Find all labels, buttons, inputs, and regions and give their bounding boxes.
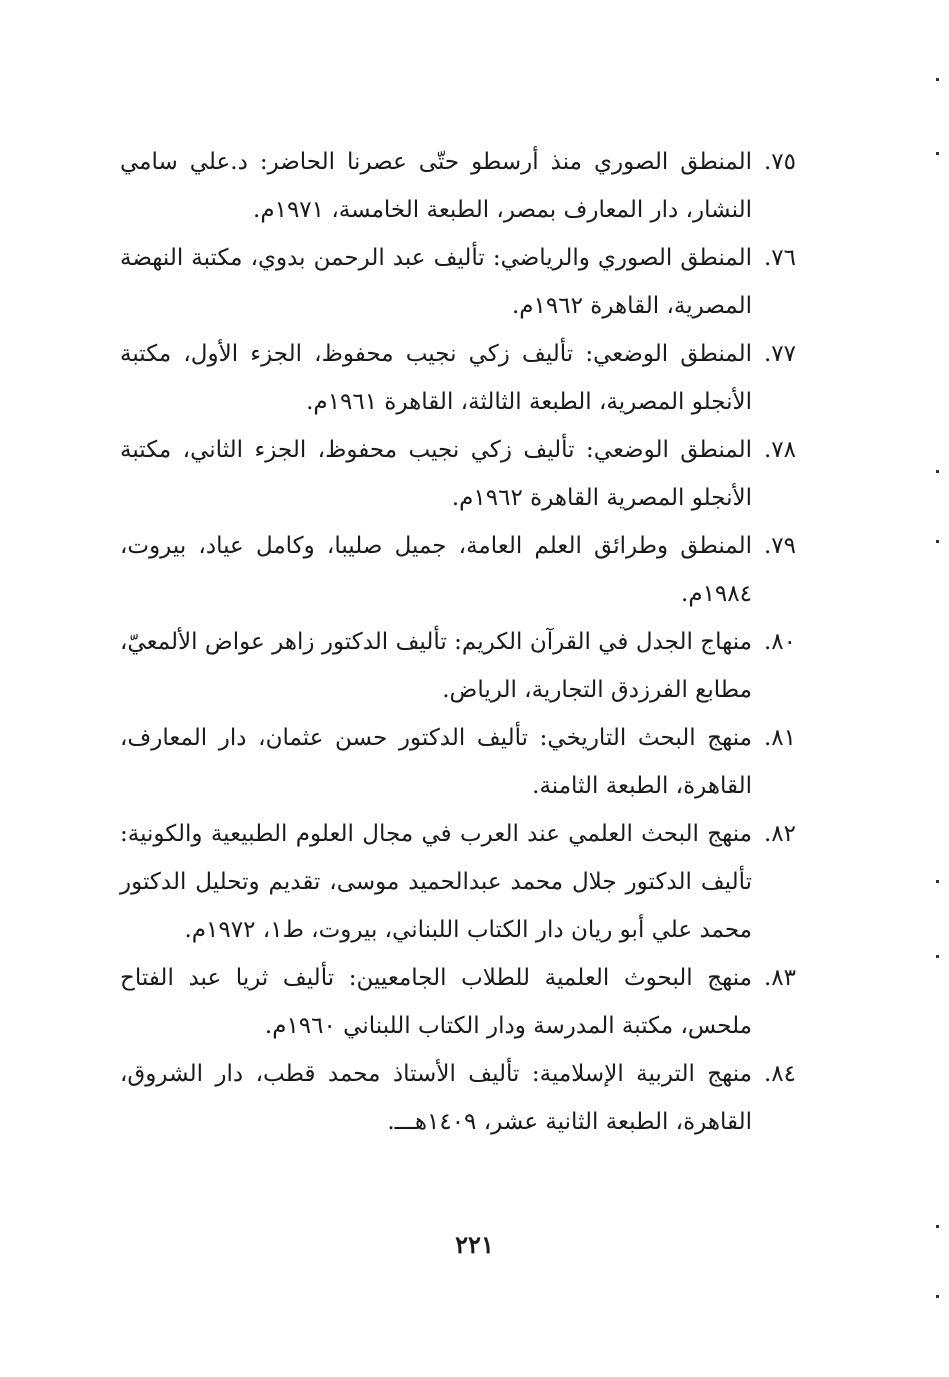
bibliography-entry [120, 330, 796, 426]
entry-number: ٨٢. [763, 821, 796, 847]
entry-text: المنطق الوضعي: تأليف زكي نجيب محفوظ، الجزء الأول، مكتبة الأنجلو المصرية، الطبعة الثالثة، القاهرة ١٩٦١م. [120, 341, 752, 415]
entry-number: ٧٦. [763, 245, 796, 271]
entry-number: ٨٣. [763, 965, 796, 991]
entry-number: ٨٤. [763, 1061, 796, 1087]
entry-number: ٧٨. [763, 437, 796, 463]
entry-number: ٧٩. [763, 533, 796, 559]
scan-edge-mark [936, 1295, 939, 1298]
entry-text: منهج البحوث العلمية للطلاب الجامعيين: تأليف ثريا عبد الفتاح ملحس، مكتبة المدرسة ودار الكتاب اللبناني ١٩٦٠م. [120, 965, 752, 1039]
bibliography-entry [120, 522, 796, 618]
entry-text: منهج البحث العلمي عند العرب في مجال العلوم الطبيعية والكونية: تأليف الدكتور جلال محمد عبدالحميد موسى، تقديم وتحليل الدكتور محمد علي أبو ريان دار الكتاب اللبناني، بيروت، ط١، ١٩٧٢م. [120, 821, 752, 943]
scan-edge-mark [936, 540, 939, 543]
scan-edge-mark [936, 1225, 939, 1228]
bibliography-entry [120, 954, 796, 1050]
bibliography-entry [120, 714, 796, 810]
entry-text: منهج البحث التاريخي: تأليف الدكتور حسن عثمان، دار المعارف، القاهرة، الطبعة الثامنة. [120, 725, 752, 799]
scan-edge-mark [936, 78, 939, 81]
bibliography-entry [120, 234, 796, 330]
entry-number: ٧٧. [763, 341, 796, 367]
scan-edge-mark [936, 470, 939, 473]
entry-number: ٨٠. [763, 629, 796, 655]
bibliography-entry [120, 810, 796, 954]
entry-text: المنطق الصوري والرياضي: تأليف عبد الرحمن بدوي، مكتبة النهضة المصرية، القاهرة ١٩٦٢م. [120, 245, 752, 319]
bibliography-entry [120, 426, 796, 522]
entry-text: المنطق الوضعي: تأليف زكي نجيب محفوظ، الجزء الثاني، مكتبة الأنجلو المصرية القاهرة ١٩٦٢م. [120, 437, 752, 511]
page-number: ٢٢١ [455, 1230, 494, 1259]
entry-text: منهج التربية الإسلامية: تأليف الأستاذ محمد قطب، دار الشروق، القاهرة، الطبعة الثانية عشر، ١٤٠٩هـــ. [120, 1061, 752, 1135]
entry-number: ٧٥. [763, 149, 796, 175]
scan-edge-mark [936, 880, 939, 883]
bibliography-entry [120, 138, 796, 234]
entry-text: المنطق الصوري منذ أرسطو حتّى عصرنا الحاضر: د.علي سامي النشار، دار المعارف بمصر، الطبعة الخامسة، ١٩٧١م. [120, 149, 752, 223]
scan-edge-mark [936, 955, 939, 958]
bibliography-entry [120, 618, 796, 714]
scan-edge-mark [936, 152, 939, 155]
entry-text: المنطق وطرائق العلم العامة، جميل صليبا، وكامل عياد، بيروت، ١٩٨٤م. [120, 533, 752, 607]
bibliography-entry [120, 1050, 796, 1146]
entry-number: ٨١. [763, 725, 796, 751]
bibliography-list [120, 138, 796, 1146]
entry-text: منهاج الجدل في القرآن الكريم: تأليف الدكتور زاهر عواض الألمعيّ، مطابع الفرزدق التجارية، الرياض. [120, 629, 752, 703]
